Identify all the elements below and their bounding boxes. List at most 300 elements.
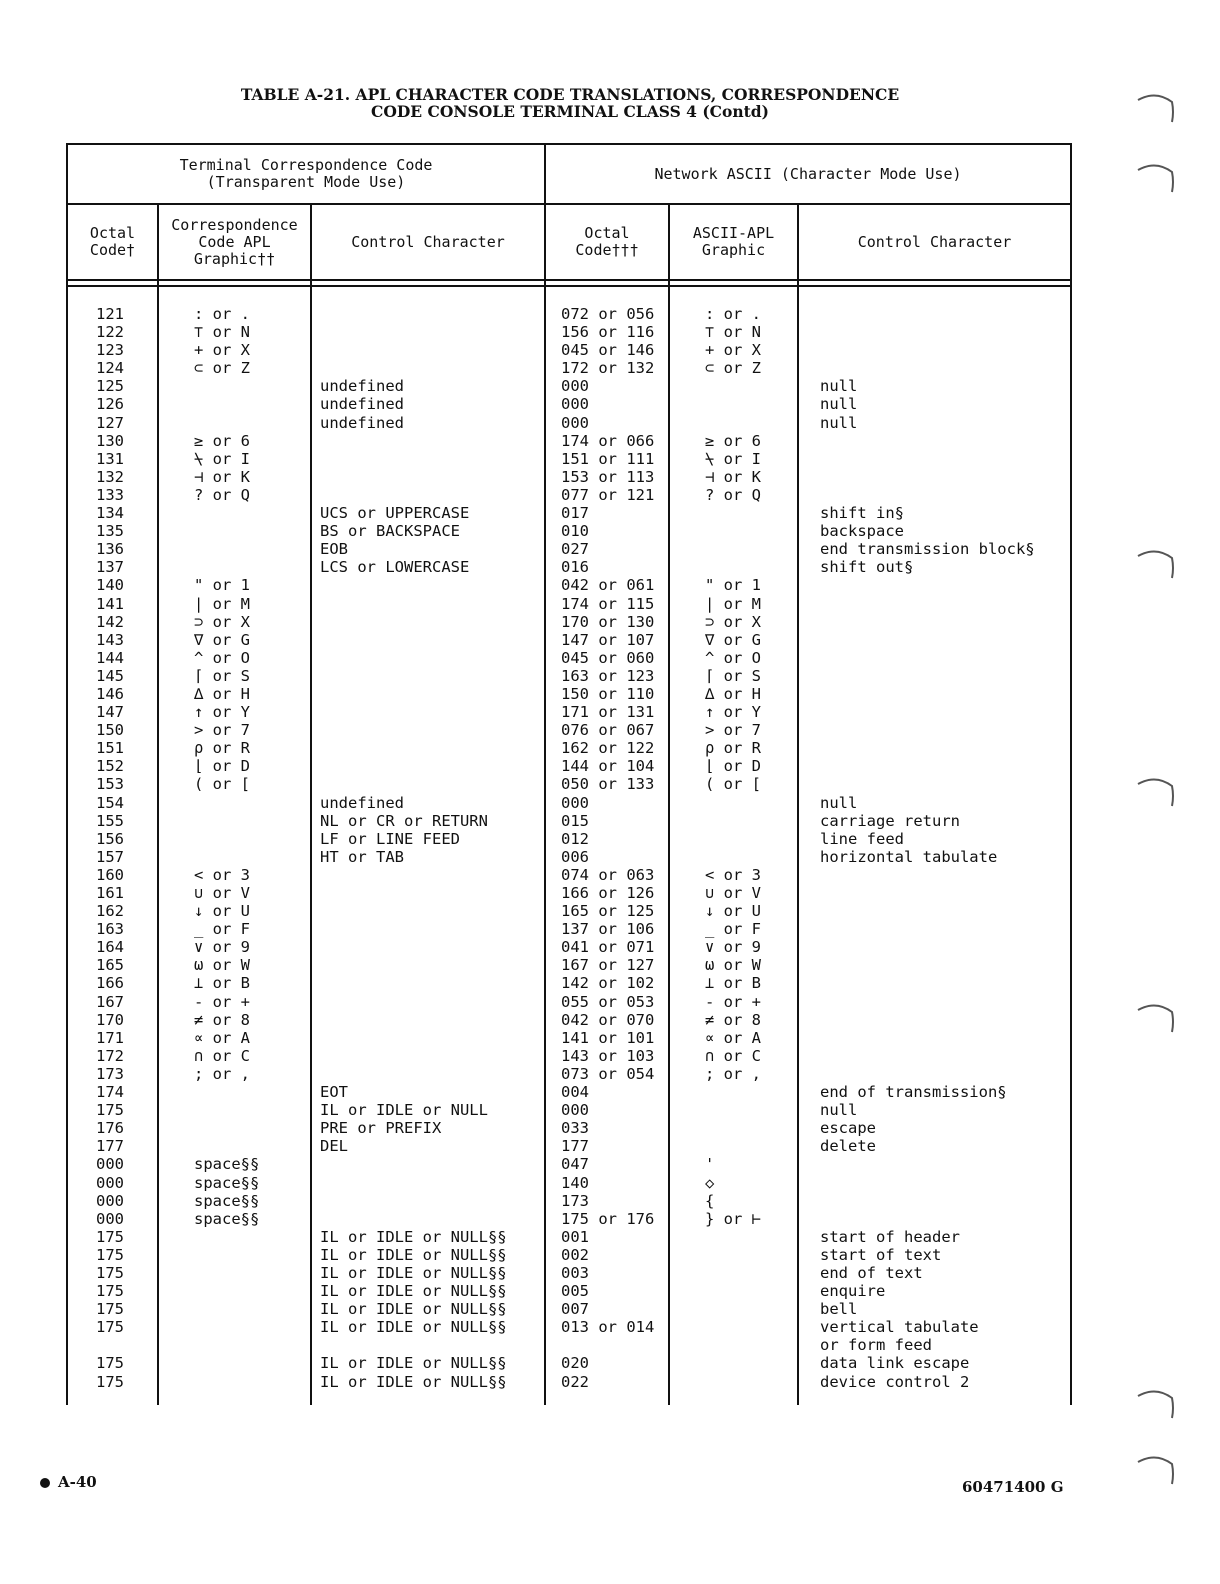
cell-control-character: IL or IDLE or NULL§§ <box>320 1282 507 1301</box>
cell-octal-code: 174 <box>96 1083 124 1102</box>
cell-control-character: EOB <box>320 540 348 559</box>
cell-control-character: IL or IDLE or NULL§§ <box>320 1300 507 1319</box>
cell-ascii-apl-graphic: ◇ <box>705 1173 715 1192</box>
cell-octal-ascii: 020 <box>561 1354 589 1373</box>
cell-control-character <box>320 974 507 992</box>
cell-control-character-ascii: or form feed <box>820 1336 932 1355</box>
cell-control-character-ascii: backspace <box>820 522 904 541</box>
cell-control-character <box>320 305 507 323</box>
col-divider-2 <box>310 203 312 1405</box>
cell-control-character: undefined <box>320 413 404 432</box>
cell-ascii-apl-graphic: ⌊ or D <box>705 757 761 776</box>
cell-control-character-ascii: bell <box>820 1300 858 1319</box>
cell-octal-ascii: 007 <box>561 1300 589 1319</box>
cell-octal-code: 121 <box>96 305 124 323</box>
cell-octal-ascii: 150 or 110 <box>561 684 655 703</box>
cell-ascii-apl-graphic <box>705 794 761 812</box>
cell-apl-graphic <box>194 1119 259 1137</box>
cell-control-character-ascii <box>820 757 1035 775</box>
binder-hole-icon <box>1136 1384 1176 1424</box>
cell-octal-ascii: 045 or 146 <box>561 341 655 360</box>
cell-apl-graphic <box>194 1228 259 1246</box>
cell-apl-graphic <box>194 377 259 395</box>
cell-ascii-apl-graphic: ⊤ or N <box>705 323 761 342</box>
cell-octal-ascii: 077 or 121 <box>561 485 655 504</box>
cell-octal-code: 145 <box>96 666 124 685</box>
cell-control-character <box>320 667 507 685</box>
cell-octal-ascii: 142 or 102 <box>561 974 655 993</box>
cell-octal-ascii: 174 or 066 <box>561 431 655 450</box>
cell-apl-graphic <box>194 1354 259 1372</box>
cell-control-character-ascii: start of header <box>820 1227 960 1246</box>
cell-ascii-apl-graphic <box>705 848 761 866</box>
cell-control-character-ascii: shift in§ <box>820 504 904 523</box>
cell-ascii-apl-graphic <box>705 414 761 432</box>
cell-control-character-ascii <box>820 305 1035 323</box>
cell-apl-graphic: ↓ or U <box>194 902 250 921</box>
cell-apl-graphic: < or 3 <box>194 865 250 884</box>
cell-control-character: LCS or LOWERCASE <box>320 558 470 577</box>
cell-apl-graphic <box>194 1246 259 1264</box>
cell-apl-graphic <box>194 830 259 848</box>
cell-ascii-apl-graphic <box>705 1264 761 1282</box>
cell-apl-graphic: ; or , <box>194 1064 250 1083</box>
cell-ascii-apl-graphic: ↓ or U <box>705 902 761 921</box>
page-number: A-40 <box>40 1473 97 1491</box>
cell-apl-graphic: ⌈ or S <box>194 666 250 685</box>
binder-hole-icon <box>1136 158 1176 198</box>
cell-control-character <box>320 631 507 649</box>
cell-apl-graphic <box>194 540 259 558</box>
cell-apl-graphic: : or . <box>194 305 250 323</box>
cell-octal-ascii: 006 <box>561 847 589 866</box>
cell-control-character: IL or IDLE or NULL§§ <box>320 1354 507 1373</box>
cell-octal-code: 127 <box>96 413 124 432</box>
cell-ascii-apl-graphic <box>705 1101 761 1119</box>
cell-apl-graphic <box>194 1101 259 1119</box>
cell-apl-graphic: ^ or O <box>194 648 250 667</box>
cell-octal-ascii: 174 or 115 <box>561 594 655 613</box>
col-divider-main <box>544 143 546 1405</box>
cell-control-character-ascii <box>820 866 1035 884</box>
cell-control-character <box>320 359 507 377</box>
cell-control-character <box>320 1174 507 1192</box>
col-divider-1 <box>157 203 159 1405</box>
cell-octal-code: 134 <box>96 504 124 523</box>
cell-ascii-apl-graphic <box>705 504 761 522</box>
cell-control-character-ascii <box>820 974 1035 992</box>
cell-octal-code: 172 <box>96 1046 124 1065</box>
cell-octal-code: 124 <box>96 359 124 378</box>
cell-octal-ascii: 143 or 103 <box>561 1046 655 1065</box>
cell-apl-graphic: ρ or R <box>194 739 250 758</box>
cell-apl-graphic: ⍀ or I <box>194 449 250 468</box>
cell-control-character-ascii <box>820 902 1035 920</box>
cell-octal-code: 137 <box>96 558 124 577</box>
cell-control-character-ascii <box>820 341 1035 359</box>
cell-ascii-apl-graphic <box>705 1336 761 1354</box>
cell-octal-code: 175 <box>96 1101 124 1120</box>
cell-apl-graphic <box>194 1336 259 1354</box>
cell-octal-ascii: 000 <box>561 793 589 812</box>
cell-ascii-apl-graphic: ⊥ or B <box>705 974 761 993</box>
col-header-control-right: Control Character <box>857 232 1012 251</box>
cell-octal-code: 126 <box>96 395 124 414</box>
cell-control-character <box>320 739 507 757</box>
cell-control-character-ascii <box>820 956 1035 974</box>
cell-octal-code: 000 <box>96 1191 124 1210</box>
cell-control-character <box>320 1047 507 1065</box>
cell-octal-ascii: 074 or 063 <box>561 865 655 884</box>
cell-octal-code: 162 <box>96 902 124 921</box>
cell-octal-ascii: 033 <box>561 1119 589 1138</box>
cell-octal-code: 125 <box>96 377 124 396</box>
cell-octal-code: 140 <box>96 576 124 595</box>
cell-ascii-apl-graphic <box>705 1354 761 1372</box>
cell-control-character <box>320 1011 507 1029</box>
cell-ascii-apl-graphic <box>705 522 761 540</box>
cell-octal-ascii: 156 or 116 <box>561 323 655 342</box>
cell-octal-code <box>96 1336 124 1354</box>
cell-octal-ascii: 153 or 113 <box>561 467 655 486</box>
cell-octal-ascii: 141 or 101 <box>561 1028 655 1047</box>
cell-octal-code: 123 <box>96 341 124 360</box>
cell-control-character: PRE or PREFIX <box>320 1119 442 1138</box>
cell-octal-code: 173 <box>96 1064 124 1083</box>
cell-control-character-ascii: null <box>820 377 858 396</box>
cell-ascii-apl-graphic: _ or F <box>705 920 761 939</box>
cell-control-character <box>320 1336 507 1354</box>
cell-octal-ascii: 017 <box>561 504 589 523</box>
cell-octal-code: 122 <box>96 323 124 342</box>
cell-control-character: IL or IDLE or NULL§§ <box>320 1227 507 1246</box>
cell-octal-ascii: 163 or 123 <box>561 666 655 685</box>
cell-control-character <box>320 323 507 341</box>
cell-control-character-ascii <box>820 703 1035 721</box>
cell-control-character: EOT <box>320 1083 348 1102</box>
cell-octal-ascii: 073 or 054 <box>561 1064 655 1083</box>
cell-ascii-apl-graphic: { <box>705 1191 715 1210</box>
cell-control-character-ascii <box>820 359 1035 377</box>
cell-apl-graphic: space§§ <box>194 1191 260 1210</box>
cell-control-character-ascii <box>820 884 1035 902</box>
cell-octal-ascii: 173 <box>561 1191 589 1210</box>
cell-ascii-apl-graphic: " or 1 <box>705 576 761 595</box>
cell-octal-ascii: 047 <box>561 1155 589 1174</box>
cell-octal-ascii <box>561 1336 654 1354</box>
cell-ascii-apl-graphic: ∆ or H <box>705 684 761 703</box>
cell-octal-code: 156 <box>96 829 124 848</box>
cell-octal-code: 154 <box>96 793 124 812</box>
cell-octal-ascii: 000 <box>561 413 589 432</box>
cell-ascii-apl-graphic: ( or [ <box>705 775 761 794</box>
cell-apl-graphic <box>194 848 259 866</box>
cell-octal-code: 176 <box>96 1119 124 1138</box>
cell-control-character <box>320 1029 507 1047</box>
cell-octal-ascii: 167 or 127 <box>561 956 655 975</box>
cell-control-character <box>320 721 507 739</box>
cell-octal-ascii: 140 <box>561 1173 589 1192</box>
cell-octal-ascii: 013 or 014 <box>561 1318 655 1337</box>
cell-octal-code: 163 <box>96 920 124 939</box>
cell-control-character-ascii <box>820 595 1035 613</box>
cell-apl-graphic: ∨ or 9 <box>194 938 250 957</box>
cell-ascii-apl-graphic: ∩ or C <box>705 1046 761 1065</box>
cell-apl-graphic <box>194 1373 259 1391</box>
cell-control-character: IL or IDLE or NULL§§ <box>320 1245 507 1264</box>
cell-apl-graphic <box>194 395 259 413</box>
cell-octal-ascii: 004 <box>561 1083 589 1102</box>
table-title <box>200 86 940 120</box>
cell-octal-ascii: 050 or 133 <box>561 775 655 794</box>
cell-control-character: BS or BACKSPACE <box>320 522 460 541</box>
binder-hole-icon <box>1136 998 1176 1038</box>
cell-control-character <box>320 1210 507 1228</box>
cell-apl-graphic: ∝ or A <box>194 1028 250 1047</box>
binder-hole-icon <box>1136 1450 1176 1490</box>
cell-octal-code: 150 <box>96 721 124 740</box>
cell-octal-code: 175 <box>96 1372 124 1391</box>
cell-control-character <box>320 993 507 1011</box>
cell-ascii-apl-graphic: ⍀ or I <box>705 449 761 468</box>
cell-control-character-ascii <box>820 450 1035 468</box>
cell-control-character-ascii <box>820 920 1035 938</box>
cell-octal-code: 155 <box>96 811 124 830</box>
cell-control-character-ascii: shift out§ <box>820 558 914 577</box>
cell-octal-ascii: 144 or 104 <box>561 757 655 776</box>
cell-ascii-apl-graphic: ∪ or V <box>705 884 761 902</box>
cell-apl-graphic: ≠ or 8 <box>194 1010 250 1029</box>
cell-control-character-ascii: vertical tabulate <box>820 1318 979 1337</box>
cell-octal-code: 175 <box>96 1318 124 1337</box>
cell-control-character: NL or CR or RETURN <box>320 811 488 830</box>
cell-control-character-ascii <box>820 1065 1035 1083</box>
cell-octal-code: 157 <box>96 847 124 866</box>
cell-ascii-apl-graphic <box>705 1119 761 1137</box>
cell-control-character <box>320 432 507 450</box>
table-title-line2: CODE CONSOLE TERMINAL CLASS 4 (Contd) <box>371 102 769 121</box>
cell-control-character-ascii: null <box>820 413 858 432</box>
cell-ascii-apl-graphic: < or 3 <box>705 865 761 884</box>
col-header-control-left: Control Character <box>351 232 505 251</box>
cell-octal-code: 144 <box>96 648 124 667</box>
cell-apl-graphic: space§§ <box>194 1155 260 1174</box>
group-header-network-ascii: Network ASCII (Character Mode Use) <box>654 164 962 183</box>
cell-control-character <box>320 938 507 956</box>
column-apl-graphic <box>194 305 259 1391</box>
cell-octal-code: 143 <box>96 630 124 649</box>
cell-control-character-ascii <box>820 1047 1035 1065</box>
cell-octal-ascii: 042 or 070 <box>561 1010 655 1029</box>
cell-ascii-apl-graphic <box>705 1083 761 1101</box>
col-header-octal-code: Octal Code† <box>89 224 136 259</box>
cell-ascii-apl-graphic: ⊃ or X <box>705 612 761 631</box>
cell-octal-ascii: 000 <box>561 377 589 396</box>
cell-octal-code: 175 <box>96 1354 124 1373</box>
cell-octal-ascii: 072 or 056 <box>561 305 655 323</box>
cell-ascii-apl-graphic: ? or Q <box>705 485 761 504</box>
cell-ascii-apl-graphic: ∨ or 9 <box>705 938 761 957</box>
cell-apl-graphic: space§§ <box>194 1209 260 1228</box>
cell-control-character: undefined <box>320 793 404 812</box>
binder-hole-icon <box>1136 88 1176 128</box>
cell-control-character-ascii: start of text <box>820 1245 942 1264</box>
cell-octal-ascii: 162 or 122 <box>561 739 655 758</box>
cell-octal-code: 146 <box>96 684 124 703</box>
cell-octal-ascii: 175 or 176 <box>561 1209 655 1228</box>
cell-control-character <box>320 468 507 486</box>
cell-control-character <box>320 884 507 902</box>
header-bottom-rule-2 <box>66 285 1072 287</box>
cell-ascii-apl-graphic <box>705 830 761 848</box>
cell-control-character-ascii <box>820 721 1035 739</box>
cell-control-character <box>320 1192 507 1210</box>
column-octal-ascii <box>561 305 654 1391</box>
cell-control-character-ascii <box>820 993 1035 1011</box>
cell-ascii-apl-graphic <box>705 540 761 558</box>
cell-control-character <box>320 685 507 703</box>
cell-octal-ascii: 171 or 131 <box>561 703 655 722</box>
cell-apl-graphic: ? or Q <box>194 485 250 504</box>
cell-octal-code: 151 <box>96 739 124 758</box>
cell-ascii-apl-graphic: ⊣ or K <box>705 467 761 486</box>
cell-apl-graphic <box>194 1083 259 1101</box>
cell-control-character-ascii: carriage return <box>820 811 960 830</box>
cell-apl-graphic <box>194 1300 259 1318</box>
cell-octal-ascii: 055 or 053 <box>561 992 655 1011</box>
cell-ascii-apl-graphic: ^ or O <box>705 648 761 667</box>
cell-ascii-apl-graphic: ; or , <box>705 1064 761 1083</box>
cell-ascii-apl-graphic: ⌈ or S <box>705 666 761 685</box>
cell-octal-code: 175 <box>96 1227 124 1246</box>
cell-apl-graphic: " or 1 <box>194 576 250 595</box>
cell-control-character-ascii <box>820 576 1035 594</box>
cell-octal-code: 171 <box>96 1028 124 1047</box>
cell-apl-graphic: ∇ or G <box>194 630 250 649</box>
cell-octal-code: 132 <box>96 467 124 486</box>
cell-apl-graphic <box>194 504 259 522</box>
cell-ascii-apl-graphic: ' <box>705 1155 715 1174</box>
cell-octal-ascii: 041 or 071 <box>561 938 655 957</box>
table-title-line1: TABLE A-21. APL CHARACTER CODE TRANSLATIONS, CORRESPONDENCE <box>240 85 900 104</box>
cell-octal-ascii: 170 or 130 <box>561 612 655 631</box>
cell-control-character-ascii: device control 2 <box>820 1372 970 1391</box>
cell-octal-code: 175 <box>96 1282 124 1301</box>
cell-ascii-apl-graphic: | or M <box>705 594 761 613</box>
cell-apl-graphic: ⊤ or N <box>194 323 250 342</box>
document-number: 60471400 G <box>962 1478 1064 1496</box>
cell-control-character-ascii <box>820 1210 1035 1228</box>
cell-ascii-apl-graphic: ≥ or 6 <box>705 431 761 450</box>
cell-octal-code: 153 <box>96 775 124 794</box>
cell-octal-ascii: 022 <box>561 1372 589 1391</box>
cell-apl-graphic: ∩ or C <box>194 1046 250 1065</box>
col-divider-4 <box>668 203 670 1405</box>
cell-apl-graphic <box>194 1282 259 1300</box>
cell-control-character-ascii <box>820 775 1035 793</box>
cell-control-character-ascii <box>820 739 1035 757</box>
cell-octal-ascii: 000 <box>561 395 589 414</box>
cell-control-character-ascii: line feed <box>820 829 904 848</box>
cell-ascii-apl-graphic: ∇ or G <box>705 630 761 649</box>
cell-control-character-ascii <box>820 631 1035 649</box>
bullet-icon <box>40 1478 50 1488</box>
cell-octal-ascii: 151 or 111 <box>561 449 655 468</box>
cell-octal-code: 000 <box>96 1209 124 1228</box>
cell-apl-graphic <box>194 414 259 432</box>
cell-apl-graphic <box>194 812 259 830</box>
cell-ascii-apl-graphic <box>705 377 761 395</box>
cell-control-character-ascii <box>820 432 1035 450</box>
cell-control-character <box>320 613 507 631</box>
cell-apl-graphic <box>194 1264 259 1282</box>
cell-apl-graphic: + or X <box>194 341 250 360</box>
cell-octal-ascii: 002 <box>561 1245 589 1264</box>
cell-ascii-apl-graphic <box>705 1282 761 1300</box>
cell-control-character-ascii <box>820 667 1035 685</box>
cell-control-character: undefined <box>320 395 404 414</box>
cell-ascii-apl-graphic: - or + <box>705 992 761 1011</box>
col-header-ascii-graphic: ASCII-APL Graphic <box>692 224 775 259</box>
cell-control-character <box>320 576 507 594</box>
cell-octal-code: 131 <box>96 449 124 468</box>
header-bottom-rule-1 <box>66 279 1072 281</box>
cell-control-character-ascii <box>820 1192 1035 1210</box>
cell-control-character-ascii: data link escape <box>820 1354 970 1373</box>
cell-control-character <box>320 775 507 793</box>
cell-octal-code: 130 <box>96 431 124 450</box>
cell-apl-graphic <box>194 1137 259 1155</box>
cell-control-character <box>320 902 507 920</box>
cell-octal-code: 175 <box>96 1300 124 1319</box>
cell-control-character <box>320 649 507 667</box>
cell-control-character-ascii: null <box>820 793 858 812</box>
cell-octal-ascii: 001 <box>561 1227 589 1246</box>
cell-ascii-apl-graphic <box>705 1373 761 1391</box>
cell-apl-graphic <box>194 558 259 576</box>
cell-control-character-ascii <box>820 1029 1035 1047</box>
cell-octal-ascii: 016 <box>561 558 589 577</box>
cell-control-character: UCS or UPPERCASE <box>320 504 470 523</box>
cell-control-character: undefined <box>320 377 404 396</box>
cell-octal-ascii: 172 or 132 <box>561 359 655 378</box>
cell-control-character-ascii <box>820 468 1035 486</box>
cell-ascii-apl-graphic: ω or W <box>705 956 761 975</box>
cell-control-character-ascii <box>820 1155 1035 1173</box>
cell-octal-code: 000 <box>96 1155 124 1174</box>
cell-apl-graphic: > or 7 <box>194 721 250 740</box>
cell-control-character <box>320 920 507 938</box>
cell-octal-code: 161 <box>96 884 124 902</box>
cell-octal-code: 175 <box>96 1263 124 1282</box>
cell-apl-graphic: ω or W <box>194 956 250 975</box>
cell-ascii-apl-graphic <box>705 1228 761 1246</box>
cell-octal-code: 164 <box>96 938 124 957</box>
cell-ascii-apl-graphic: } or ⊢ <box>705 1209 761 1228</box>
cell-apl-graphic: ∪ or V <box>194 884 250 902</box>
cell-control-character: IL or IDLE or NULL§§ <box>320 1372 507 1391</box>
cell-octal-ascii: 137 or 106 <box>561 920 655 939</box>
cell-apl-graphic: ( or [ <box>194 775 250 794</box>
cell-control-character <box>320 1155 507 1173</box>
group-header-terminal: Terminal Correspondence Code (Transparent Mode Use) <box>179 156 433 191</box>
column-control-left <box>320 305 507 1391</box>
cell-control-character-ascii <box>820 323 1035 341</box>
cell-octal-ascii: 166 or 126 <box>561 884 655 902</box>
cell-apl-graphic: _ or F <box>194 920 250 939</box>
cell-octal-ascii: 147 or 107 <box>561 630 655 649</box>
cell-ascii-apl-graphic: ⊂ or Z <box>705 359 761 378</box>
